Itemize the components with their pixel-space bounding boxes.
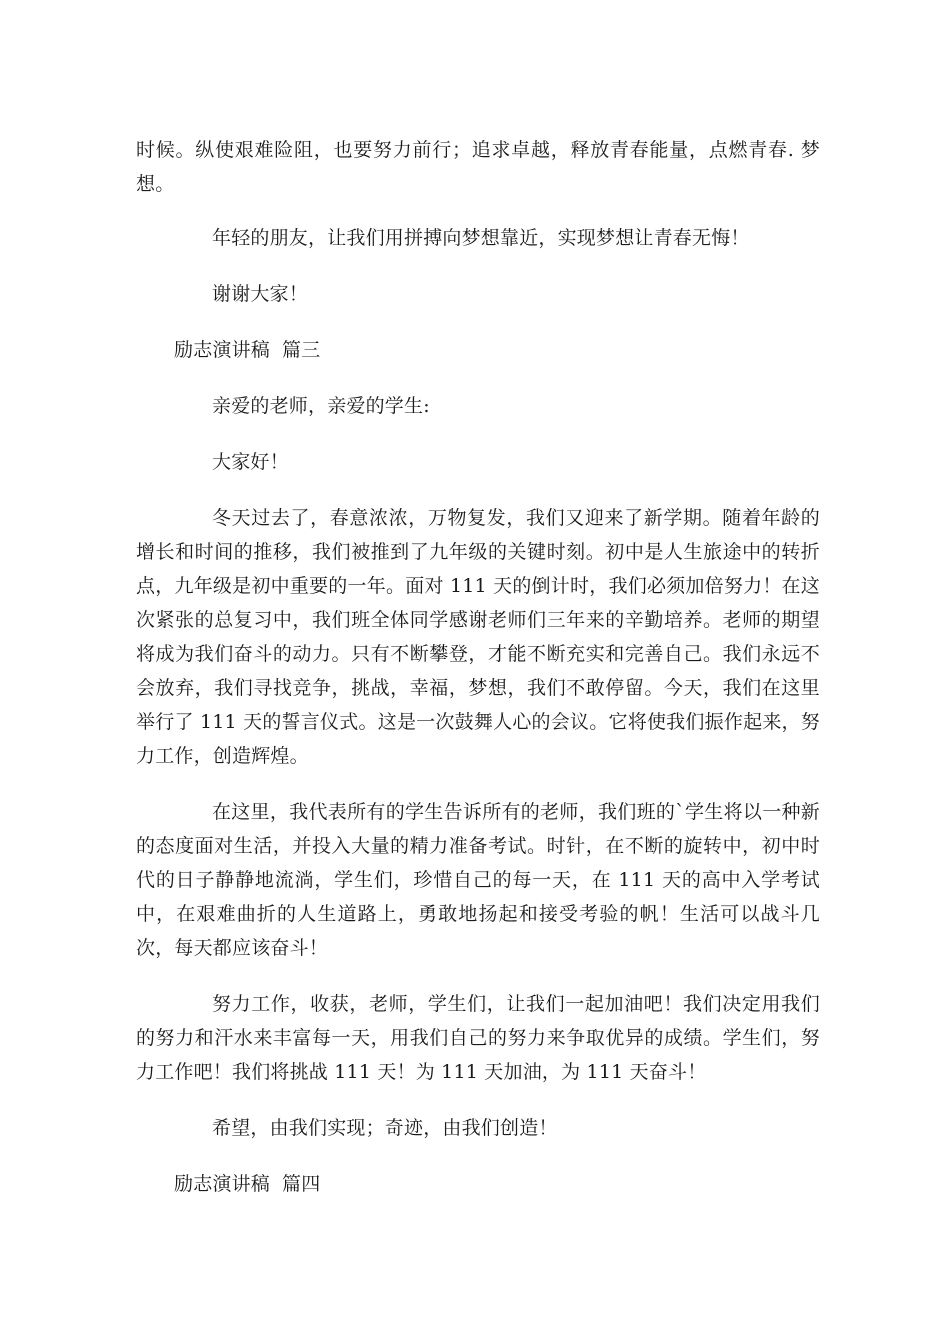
paragraph-body-1: 冬天过去了，春意浓浓，万物复发，我们又迎来了新学期。随着年龄的增长和时间的推移，我们被推到了九年级的关键时刻。初中是人生旅途中的转折点，九年级是初中重要的一年。面对 111 天的倒计时，我们必须加倍努力！在这次紧张的总复习中，我们班全体同学感谢老师们三年来的辛勤培养。老师的期望将成为我们奋斗的动力。只有不断攀登，才能不断充实和完善自己。我们永远不会放弃，我们寻找竞争，挑战，幸福，梦想，我们不敢停留。今天，我们在这里举行了 111 天的誓言仪式。这是一次鼓舞人心的会议。它将使我们振作起来，努力工作，创造辉煌。	[136, 507, 820, 767]
paragraph-slogan: 希望，由我们实现；奇迹，由我们创造！	[212, 1117, 558, 1139]
paragraph-body-2: 在这里，我代表所有的学生告诉所有的老师，我们班的`学生将以一种新的态度面对生活，并投入大量的精力准备考试。时针，在不断的旋转中，初中时代的日子静静地流淌，学生们，珍惜自己的每一天，在 111 天的高中入学考试中，在艰难曲折的人生道路上，勇敢地扬起和接受考验的帆！生活可以战斗几次，每天都应该奋斗！	[136, 801, 820, 959]
paragraph-body-3: 努力工作，收获，老师，学生们，让我们一起加油吧！我们决定用我们的努力和汗水来丰富每一天，用我们自己的努力来争取优异的成绩。学生们，努力工作吧！我们将挑战 111 天！为 111 天加油，为 111 天奋斗！	[136, 993, 820, 1083]
paragraph-closing-call: 年轻的朋友，让我们用拼搏向梦想靠近，实现梦想让青春无悔！	[212, 227, 750, 249]
paragraph-greeting: 大家好！	[212, 451, 289, 473]
section-heading-title: 励志演讲稿	[174, 339, 271, 361]
paragraph-thanks: 谢谢大家！	[212, 283, 309, 305]
section-heading-4	[136, 1167, 820, 1201]
paragraph-salutation: 亲爱的老师，亲爱的学生:	[212, 395, 430, 417]
section-heading-title: 励志演讲稿	[174, 1173, 271, 1195]
section-heading-part: 篇四	[282, 1173, 321, 1195]
document-body	[136, 133, 820, 1201]
section-heading-3	[136, 333, 820, 367]
section-heading-part: 篇三	[282, 339, 321, 361]
paragraph-continuation: 时候。纵使艰难险阻，也要努力前行；追求卓越，释放青春能量，点燃青春. 梦想。	[136, 139, 820, 195]
